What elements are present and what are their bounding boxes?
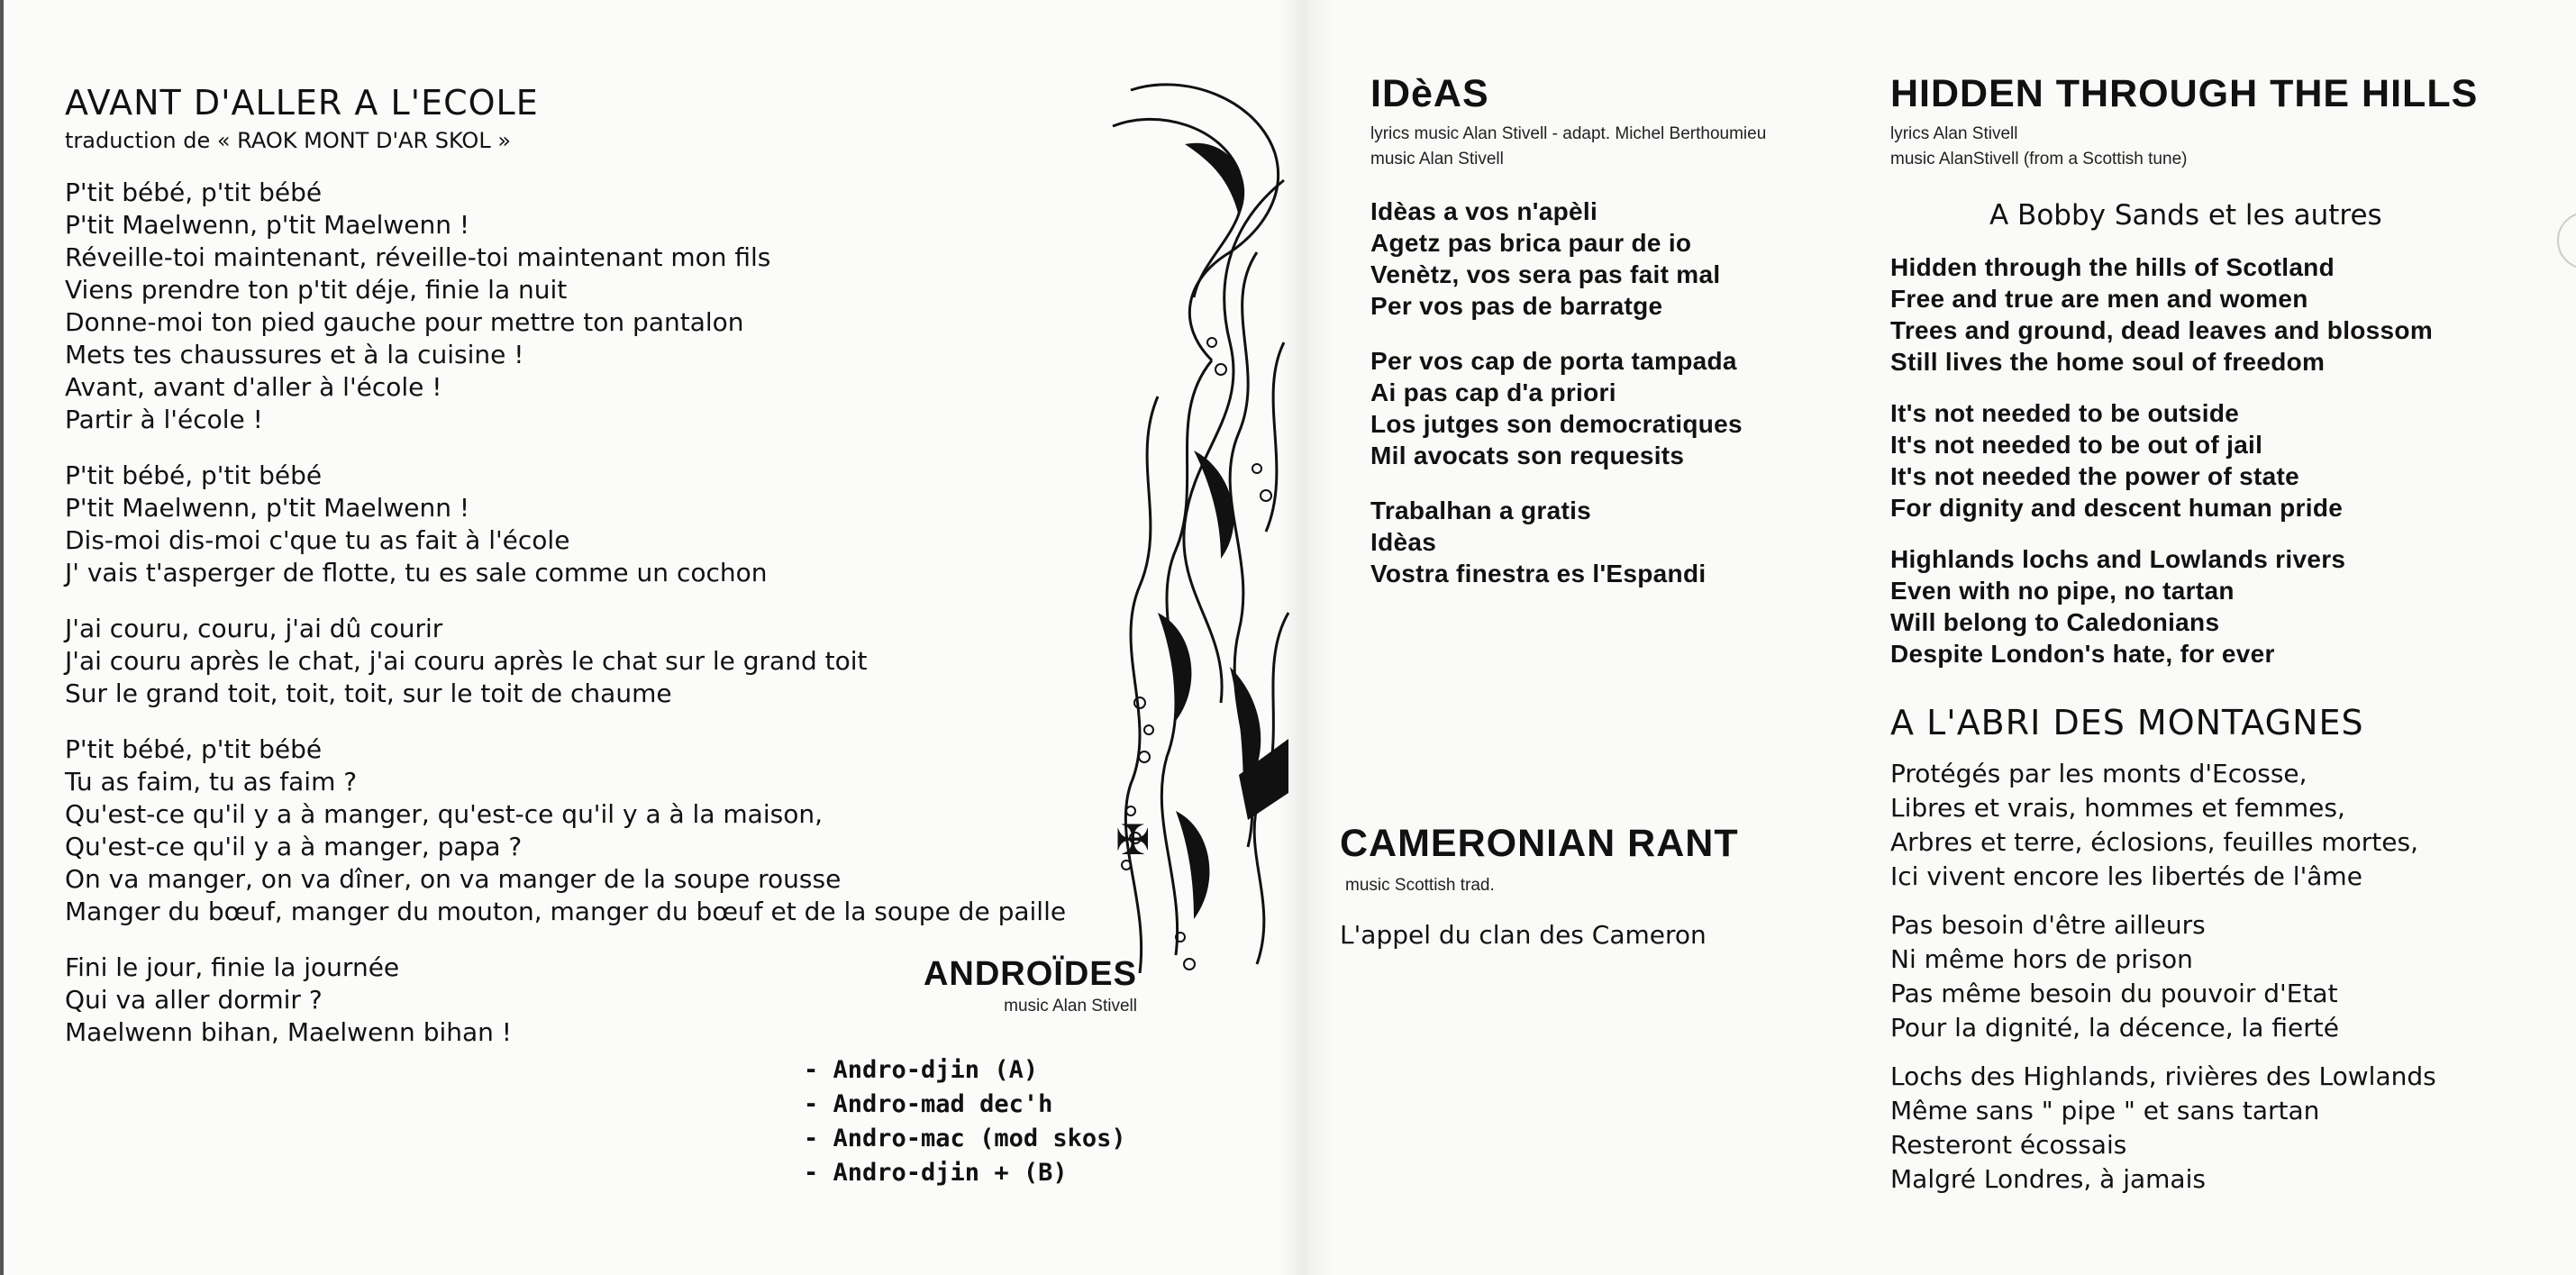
- lyric-line: Will belong to Caledonians: [1890, 608, 2220, 636]
- lyric-line: Mets tes chaussures et à la cuisine !: [65, 340, 524, 369]
- lyric-line: Réveille-toi maintenant, réveille-toi maintenant mon fils: [65, 242, 771, 272]
- lyric-line: Dis-moi dis-moi c'que tu as fait à l'école: [65, 525, 570, 555]
- lyric-line: Sur le grand toit, toit, toit, sur le toit de chaume: [65, 678, 672, 708]
- ideas-credits: [1370, 122, 1875, 172]
- lyric-line: Pas besoin d'être ailleurs: [1890, 910, 2206, 940]
- stanza: [1890, 1060, 2557, 1197]
- lyric-line: Idèas a vos n'apèli: [1370, 197, 1598, 225]
- ideas-lyrics: [1370, 196, 1875, 589]
- lyric-line: Trees and ground, dead leaves and blossom: [1890, 316, 2434, 344]
- lyric-line: Lochs des Highlands, rivières des Lowlands: [1890, 1061, 2436, 1091]
- lyric-line: Per vos pas de barratge: [1370, 292, 1663, 320]
- credit-line: lyrics Alan Stivell: [1890, 124, 2018, 143]
- lyric-line: Avant, avant d'aller à l'école !: [65, 372, 442, 402]
- lyric-line: Resteront écossais: [1890, 1130, 2127, 1160]
- cameronian-line: L'appel du clan des Cameron: [1340, 920, 1707, 950]
- ideas-title: IDèAS: [1370, 72, 1489, 115]
- lyric-line: Ni même hors de prison: [1890, 944, 2193, 974]
- lyric-line: J' vais t'asperger de flotte, tu es sale comme un cochon: [65, 558, 768, 587]
- lyric-line: P'tit Maelwenn, p'tit Maelwenn !: [65, 493, 470, 523]
- androides-item: - Andro-djin (A): [804, 1056, 1039, 1084]
- lyric-line: It's not needed to be out of jail: [1890, 431, 2263, 459]
- lyric-line: Malgré Londres, à jamais: [1890, 1164, 2206, 1194]
- cameronian-title: CAMERONIAN RANT: [1340, 822, 1739, 865]
- lyric-line: It's not needed to be outside: [1890, 399, 2240, 427]
- cameronian-credit: music Scottish trad.: [1345, 876, 1495, 895]
- lyric-line: For dignity and descent human pride: [1890, 494, 2344, 522]
- abri-section: [1890, 703, 2557, 1197]
- lyric-line: Pas même besoin du pouvoir d'Etat: [1890, 979, 2338, 1008]
- avant-section: [65, 83, 1067, 1049]
- cameronian-section: [1340, 822, 1844, 952]
- lyric-line: Highlands lochs and Lowlands rivers: [1890, 545, 2346, 573]
- lyric-line: J'ai couru, couru, j'ai dû courir: [65, 614, 443, 643]
- lyric-line: Protégés par les monts d'Ecosse,: [1890, 759, 2307, 788]
- stanza: [1370, 495, 1875, 589]
- lyric-line: Mil avocats son requesits: [1370, 442, 1685, 469]
- lyric-line: Donne-moi ton pied gauche pour mettre ton pantalon: [65, 307, 744, 337]
- hidden-credits: [1890, 122, 2557, 172]
- lyric-line: J'ai couru après le chat, j'ai couru après le chat sur le grand toit: [65, 646, 868, 676]
- lyric-line: Despite London's hate, for ever: [1890, 640, 2275, 668]
- cross-icon: ✠: [1115, 815, 1151, 864]
- androides-list: [804, 1053, 1164, 1190]
- lyric-line: Per vos cap de porta tampada: [1370, 347, 1737, 375]
- stanza: [1890, 757, 2557, 894]
- lyric-line: Partir à l'école !: [65, 405, 263, 434]
- stanza: [1890, 908, 2557, 1045]
- lyric-line: Ici vivent encore les libertés de l'âme: [1890, 861, 2362, 891]
- lyric-line: P'tit bébé, p'tit bébé: [65, 734, 323, 764]
- androides-section: [804, 955, 1164, 1190]
- lyric-line: Still lives the home soul of freedom: [1890, 348, 2326, 376]
- lyric-line: Même sans " pipe " et sans tartan: [1890, 1096, 2320, 1125]
- lyric-line: P'tit bébé, p'tit bébé: [65, 460, 323, 490]
- abri-title: A L'ABRI DES MONTAGNES: [1890, 703, 2364, 742]
- stanza: [65, 733, 1067, 928]
- lyric-line: Agetz pas brica paur de io: [1370, 229, 1692, 257]
- lyric-line: Qu'est-ce qu'il y a à manger, qu'est-ce qu'il y a à la maison,: [65, 799, 823, 829]
- celtic-ornament-icon: [1077, 72, 1293, 1018]
- hidden-section: [1890, 72, 2557, 669]
- stanza: [1370, 196, 1875, 322]
- hidden-title: HIDDEN THROUGH THE HILLS: [1890, 72, 2479, 115]
- hidden-dedication: A Bobby Sands et les autres: [1989, 199, 2382, 232]
- lyric-line: On va manger, on va dîner, on va manger de la soupe rousse: [65, 864, 842, 894]
- lyric-line: P'tit Maelwenn, p'tit Maelwenn !: [65, 210, 470, 240]
- credit-line: music Alan Stivell: [1370, 150, 1504, 168]
- stanza: [1890, 543, 2557, 669]
- avant-subtitle: traduction de « RAOK MONT D'AR SKOL »: [65, 128, 511, 153]
- page-edge: [0, 0, 4, 1275]
- lyric-line: Arbres et terre, éclosions, feuilles mortes,: [1890, 827, 2418, 857]
- lyric-line: Vostra finestra es l'Espandi: [1370, 560, 1707, 587]
- stanza: [65, 460, 1056, 589]
- avant-title: AVANT D'ALLER A L'ECOLE: [65, 83, 539, 123]
- lyric-line: Qui va aller dormir ?: [65, 985, 323, 1015]
- lyric-line: Pour la dignité, la décence, la fierté: [1890, 1013, 2339, 1043]
- lyric-line: Tu as faim, tu as faim ?: [65, 767, 358, 797]
- lyric-line: Idèas: [1370, 528, 1437, 556]
- stanza: [1370, 345, 1875, 471]
- androides-item: - Andro-mad dec'h: [804, 1090, 1053, 1118]
- lyric-line: Los jutges son democratiques: [1370, 410, 1743, 438]
- lyric-line: Ai pas cap d'a priori: [1370, 378, 1616, 406]
- ideas-section: [1370, 72, 1875, 589]
- stanza: [65, 177, 1056, 436]
- lyric-line: P'tit bébé, p'tit bébé: [65, 178, 323, 207]
- lyric-line: Viens prendre ton p'tit déje, finie la nuit: [65, 275, 568, 305]
- lyric-line: Manger du bœuf, manger du mouton, manger du bœuf et de la soupe de paille: [65, 897, 1067, 926]
- credit-line: lyrics music Alan Stivell - adapt. Michel Berthoumieu: [1370, 124, 1767, 143]
- lyric-line: Hidden through the hills of Scotland: [1890, 253, 2335, 281]
- lyric-line: Trabalhan a gratis: [1370, 496, 1592, 524]
- lyric-line: Qu'est-ce qu'il y a à manger, papa ?: [65, 832, 523, 861]
- lyric-line: Libres et vrais, hommes et femmes,: [1890, 793, 2345, 823]
- stanza: [65, 613, 1056, 710]
- androides-credit: music Alan Stivell: [1004, 997, 1137, 1015]
- androides-item: - Andro-mac (mod skos): [804, 1125, 1126, 1152]
- androides-title: ANDROÏDES: [923, 955, 1137, 993]
- lyric-line: Free and true are men and women: [1890, 285, 2308, 313]
- androides-item: - Andro-djin + (B): [804, 1159, 1068, 1187]
- lyric-line: It's not needed the power of state: [1890, 462, 2300, 490]
- lyric-line: Venètz, vos sera pas fait mal: [1370, 260, 1721, 288]
- hidden-lyrics: [1890, 251, 2557, 669]
- credit-line: music AlanStivell (from a Scottish tune): [1890, 150, 2188, 168]
- stanza: [1890, 251, 2557, 378]
- lyric-line: Even with no pipe, no tartan: [1890, 577, 2235, 605]
- lyric-line: Maelwenn bihan, Maelwenn bihan !: [65, 1017, 513, 1047]
- stanza: [1890, 397, 2557, 524]
- lyric-line: Fini le jour, finie la journée: [65, 952, 400, 982]
- avant-lyrics: [65, 177, 1067, 1049]
- abri-lyrics: [1890, 757, 2557, 1197]
